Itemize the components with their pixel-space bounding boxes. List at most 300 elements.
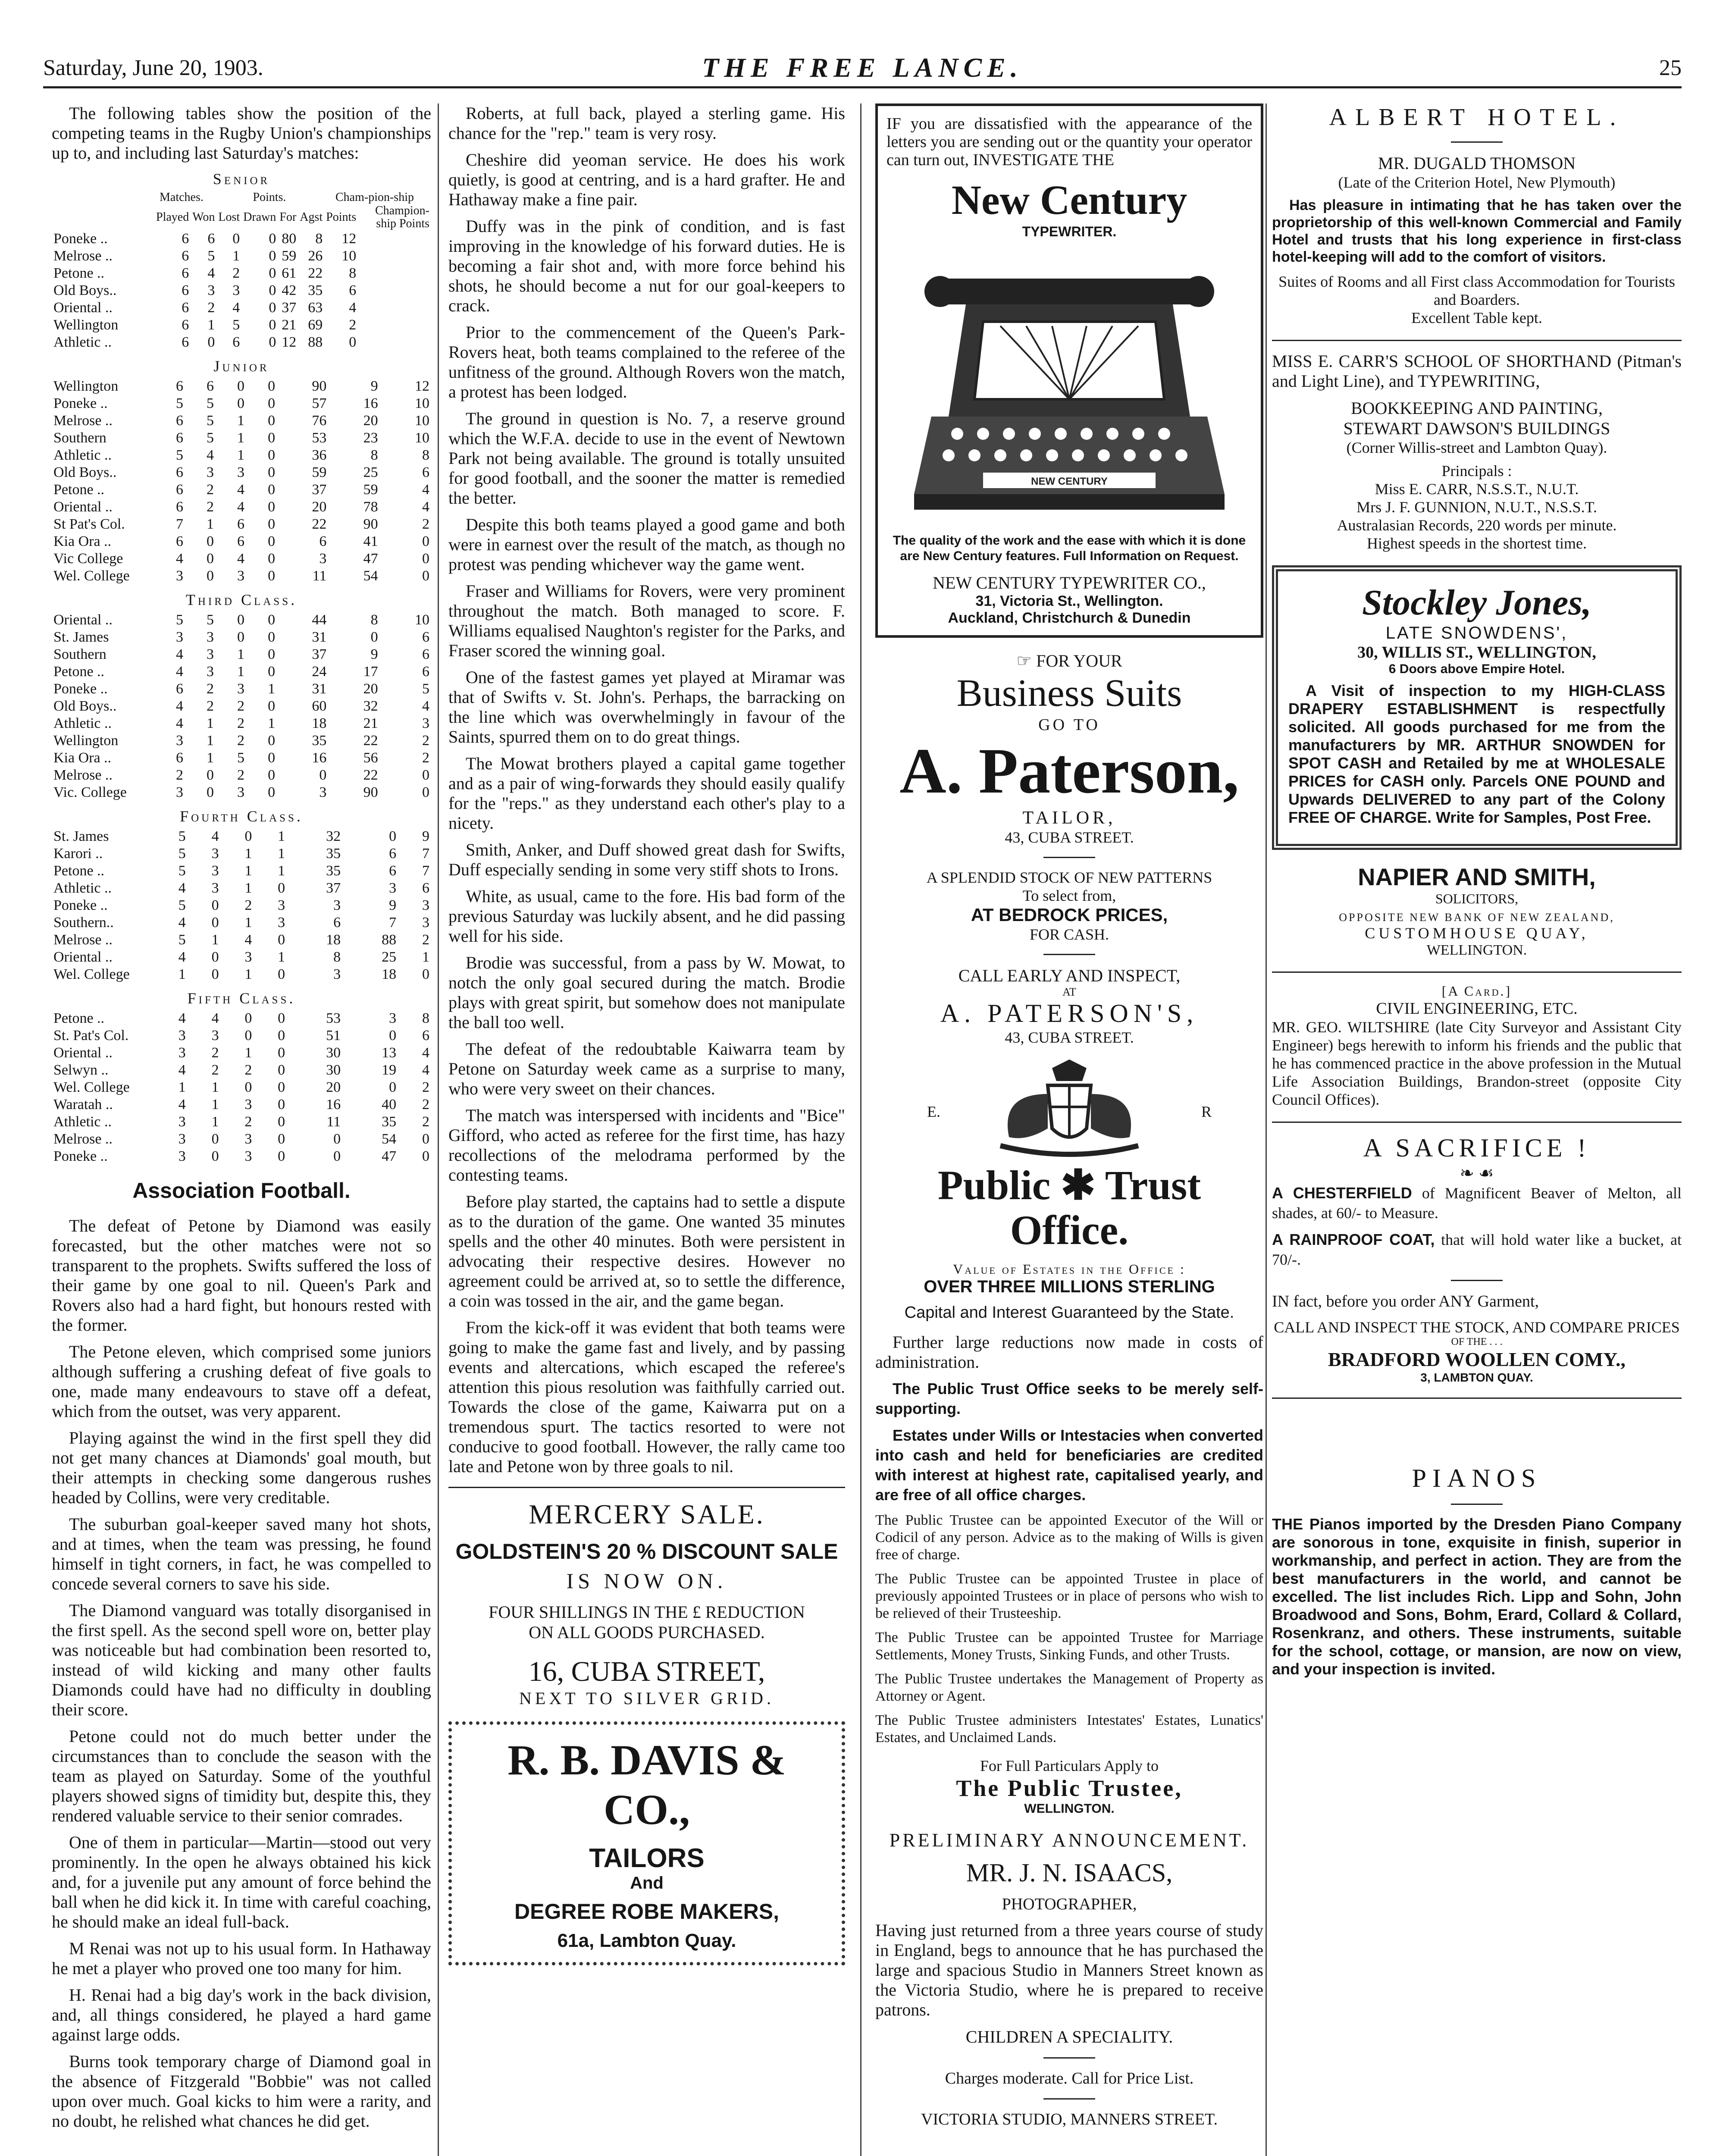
table-cell: 1 bbox=[237, 413, 245, 429]
davis-robe: DEGREE ROBE MAKERS, bbox=[514, 1899, 779, 1924]
table-row bbox=[52, 629, 431, 646]
mercery-line3: FOUR SHILLINGS IN THE £ REDUCTION bbox=[489, 1602, 805, 1622]
table-cell: 0 bbox=[269, 282, 276, 298]
table-cell: 0 bbox=[268, 464, 276, 480]
table-cell: 3 bbox=[237, 681, 245, 697]
typewriter-brand: New Century bbox=[951, 177, 1187, 223]
table-row bbox=[52, 429, 431, 447]
article-paragraph: White, as usual, came to the fore. His bad form of the previous Saturday was luckily absent, and he did passing well for his side. bbox=[448, 887, 845, 946]
team-name: Athletic .. bbox=[53, 447, 112, 463]
team-name: Melrose .. bbox=[53, 413, 113, 429]
table-cell: 0 bbox=[268, 750, 276, 766]
table-cell: 2 bbox=[244, 1062, 252, 1078]
table-cell: 2 bbox=[422, 1114, 429, 1130]
table-cell: 22 bbox=[363, 733, 378, 749]
table-cell: 35 bbox=[308, 282, 323, 298]
table-row bbox=[52, 828, 431, 845]
table-cell: 31 bbox=[312, 681, 327, 697]
table-cell: 6 bbox=[422, 880, 429, 896]
table-row bbox=[52, 395, 431, 412]
paterson-name: A. Paterson, bbox=[899, 735, 1239, 807]
napier-role: SOLICITORS, bbox=[1435, 891, 1519, 906]
table-cell: 6 bbox=[237, 533, 245, 549]
table-cell: 3 bbox=[244, 1131, 252, 1147]
table-cell: 59 bbox=[363, 482, 378, 498]
table-cell: 2 bbox=[211, 1045, 219, 1061]
table-cell: 2 bbox=[207, 499, 214, 515]
table-cell: 37 bbox=[282, 300, 297, 316]
table-cell: 5 bbox=[178, 846, 186, 862]
table-row bbox=[52, 862, 431, 880]
wiltshire-card: [A Card.] bbox=[1441, 983, 1512, 999]
table-cell: 0 bbox=[389, 1028, 397, 1044]
divider bbox=[1043, 2098, 1095, 2100]
table-row bbox=[52, 464, 431, 481]
team-name: Vic. College bbox=[53, 784, 127, 800]
table-cell: 24 bbox=[312, 664, 327, 680]
table-cell: 0 bbox=[422, 533, 429, 549]
team-name: Poneke .. bbox=[53, 1148, 108, 1164]
table-cell: 6 bbox=[176, 464, 184, 480]
table-row bbox=[52, 897, 431, 914]
table-cell: 5 bbox=[176, 395, 184, 411]
table-cell: 4 bbox=[349, 300, 357, 316]
table-cell: 0 bbox=[268, 533, 276, 549]
table-cell: 88 bbox=[382, 932, 397, 948]
table-row bbox=[52, 767, 431, 784]
pianos-ad bbox=[1272, 1463, 1682, 1678]
table-cell: 2 bbox=[422, 1079, 429, 1095]
table-cell: 1 bbox=[207, 715, 214, 731]
table-cell: 35 bbox=[326, 863, 341, 879]
column-3 bbox=[875, 103, 1263, 2129]
article-paragraph: The defeat of the redoubtable Kaiwarra team by Petone on Saturday week came as a surprise to many, who were very sweet on their chances. bbox=[448, 1039, 845, 1098]
table-cell: 6 bbox=[207, 378, 214, 394]
team-name: Southern bbox=[53, 430, 107, 446]
table-cell: 16 bbox=[326, 1097, 341, 1112]
table-cell: 3 bbox=[232, 282, 240, 298]
paterson-trade: TAILOR, bbox=[1022, 808, 1116, 828]
table-row bbox=[52, 931, 431, 949]
table-cell: 90 bbox=[363, 784, 378, 800]
table-row bbox=[52, 1062, 431, 1079]
table-cell: 6 bbox=[176, 750, 184, 766]
table-cell: 0 bbox=[207, 551, 214, 567]
table-cell: 54 bbox=[363, 568, 378, 584]
table-row bbox=[52, 1010, 431, 1027]
napier-opp: OPPOSITE NEW BANK OF NEW ZEALAND, bbox=[1339, 911, 1615, 924]
isaacs-body: Having just returned from a three years course of study in England, begs to announce that he has purchased the large and spacious Studio in Manners Street known as the Victoria Studio, where he is prepared to receive patrons. bbox=[875, 1921, 1263, 2019]
table-cell: 6 bbox=[176, 499, 184, 515]
table-cell: 9 bbox=[422, 828, 429, 844]
table-cell: 2 bbox=[422, 516, 429, 532]
paterson-select: To select from, bbox=[1022, 887, 1116, 904]
table-cell: 0 bbox=[207, 767, 214, 783]
divider bbox=[1043, 857, 1095, 858]
table-cell: 0 bbox=[211, 949, 219, 965]
table-group-header: Points. bbox=[253, 191, 286, 204]
table-cell: 0 bbox=[268, 733, 276, 749]
grade-heading: Third Class. bbox=[185, 591, 298, 608]
table-cell: 6 bbox=[422, 646, 429, 662]
table-cell: 8 bbox=[349, 265, 357, 281]
table-cell: 0 bbox=[211, 1131, 219, 1147]
article-paragraph: One of them in particular—Martin—stood out very prominently. In the open he always obtained his kick and, for a juvenile put any amount of force behind the ball when he did kick it. In time with careful coaching, he should make an ideal full-back. bbox=[52, 1833, 431, 1931]
trust-millions: OVER THREE MILLIONS STERLING bbox=[924, 1277, 1215, 1296]
table-cell: 1 bbox=[211, 1114, 219, 1130]
table-cell: 9 bbox=[370, 646, 378, 662]
table-cell: 6 bbox=[422, 664, 429, 680]
table-cell: 10 bbox=[415, 430, 429, 446]
table-cell: 16 bbox=[363, 395, 378, 411]
table-cell: 4 bbox=[232, 300, 240, 316]
table-cell: 6 bbox=[176, 430, 184, 446]
article-paragraph: Playing against the wind in the first spell they did not get many chances at Diamonds' goal mouth, but their attempts in checking some dangerous rushes headed by Collins, were very creditable. bbox=[52, 1428, 431, 1507]
table-cell: 31 bbox=[312, 629, 327, 645]
table-cell: 69 bbox=[308, 317, 323, 333]
table-cell: 7 bbox=[422, 863, 429, 879]
table-cell: 1 bbox=[278, 846, 285, 862]
sacrifice-call: CALL AND INSPECT THE STOCK, AND COMPARE PRICES bbox=[1274, 1319, 1680, 1336]
trust-city: WELLINGTON. bbox=[1024, 1802, 1115, 1816]
team-name: Melrose .. bbox=[53, 932, 113, 948]
table-cell: 0 bbox=[370, 629, 378, 645]
team-name: Petone .. bbox=[53, 265, 105, 281]
table-cell: 18 bbox=[326, 932, 341, 948]
table-cell: 4 bbox=[244, 932, 252, 948]
table-cell: 3 bbox=[176, 629, 184, 645]
table-cell: 37 bbox=[326, 880, 341, 896]
isaacs-pre: PRELIMINARY ANNOUNCEMENT. bbox=[889, 1830, 1250, 1851]
table-cell: 3 bbox=[178, 1131, 186, 1147]
table-row bbox=[52, 248, 431, 265]
table-cell: 1 bbox=[244, 966, 252, 982]
sacrifice-ad bbox=[1272, 1133, 1682, 1385]
team-name: Old Boys.. bbox=[53, 282, 117, 298]
table-cell: 6 bbox=[182, 231, 189, 247]
table-cell: 0 bbox=[211, 966, 219, 982]
napier-quay: CUSTOMHOUSE QUAY, bbox=[1365, 924, 1589, 942]
isaacs-children: CHILDREN A SPECIALITY. bbox=[965, 2027, 1173, 2046]
table-cell: 1 bbox=[278, 828, 285, 844]
table-cell: 37 bbox=[312, 646, 327, 662]
rugby-intro: The following tables show the position of the competing teams in the Rugby Union's championships up to, and including last Saturday's matches: bbox=[52, 103, 431, 163]
trust-crest-row bbox=[875, 1059, 1263, 1163]
napier-city: WELLINGTON. bbox=[1426, 942, 1527, 958]
table-cell: 78 bbox=[363, 499, 378, 515]
table-cell: 2 bbox=[422, 932, 429, 948]
article-paragraph: The suburban goal-keeper saved many hot shots, and at times, when the team was pressing, he found himself in tight corners, in fact, he was compelled to concede several corners to save his side. bbox=[52, 1514, 431, 1593]
table-row bbox=[52, 715, 431, 732]
table-cell: 0 bbox=[278, 1131, 285, 1147]
table-cell: 40 bbox=[382, 1097, 397, 1112]
table-cell: 21 bbox=[363, 715, 378, 731]
table-cell: 1 bbox=[178, 1079, 186, 1095]
table-cell: 0 bbox=[268, 664, 276, 680]
table-row bbox=[52, 299, 431, 317]
table-cell: 0 bbox=[207, 784, 214, 800]
team-name: St. James bbox=[53, 828, 109, 844]
paterson-suits: Business Suits bbox=[956, 672, 1182, 714]
table-cell: 5 bbox=[207, 248, 215, 264]
napier-name: NAPIER AND SMITH, bbox=[1358, 863, 1596, 890]
table-cell: 4 bbox=[422, 1062, 429, 1078]
team-name: Oriental .. bbox=[53, 1045, 113, 1061]
league-tables bbox=[52, 170, 431, 1165]
table-cell: 1 bbox=[278, 949, 285, 965]
table-cell: 3 bbox=[333, 897, 341, 913]
paterson-call: CALL EARLY AND INSPECT, bbox=[958, 966, 1181, 985]
pianos-title: PIANOS bbox=[1412, 1464, 1542, 1492]
team-name: Poneke .. bbox=[53, 897, 108, 913]
table-row bbox=[52, 698, 431, 715]
table-cell: 0 bbox=[244, 1010, 252, 1026]
divider bbox=[1272, 1398, 1682, 1399]
albert-hotel-ad bbox=[1272, 103, 1682, 327]
article-paragraph: H. Renai had a big day's work in the back division, and, all things considered, he played a hard game against large odds. bbox=[52, 1985, 431, 2044]
table-cell: 0 bbox=[269, 248, 276, 264]
table-cell: 0 bbox=[268, 784, 276, 800]
table-row bbox=[52, 317, 431, 334]
table-cell: 3 bbox=[207, 664, 214, 680]
table-cell: 3 bbox=[178, 1028, 186, 1044]
table-cell: 4 bbox=[237, 482, 245, 498]
table-cell: 0 bbox=[207, 568, 214, 584]
table-cell: 6 bbox=[422, 1028, 429, 1044]
isaacs-ad bbox=[875, 1829, 1263, 2129]
wiltshire-body: MR. GEO. WILTSHIRE (late City Surveyor and Assistant City Engineer) begs herewith to inform his friends and the public that he has commenced practice in the above profession in the Mutual Life Association Buildings, Brandon-street (opposite City Council Offices). bbox=[1272, 1018, 1682, 1108]
table-row bbox=[52, 880, 431, 897]
table-cell: 3 bbox=[207, 629, 214, 645]
isaacs-charges: Charges moderate. Call for Price List. bbox=[945, 2069, 1194, 2087]
table-cell: 6 bbox=[207, 231, 215, 247]
table-cell: 42 bbox=[282, 282, 297, 298]
table-cell: 6 bbox=[182, 265, 189, 281]
table-cell: 0 bbox=[278, 1079, 285, 1095]
table-cell: 3 bbox=[211, 1028, 219, 1044]
team-name: Melrose .. bbox=[53, 248, 113, 264]
table-cell: 0 bbox=[211, 897, 219, 913]
table-cell: 6 bbox=[237, 516, 245, 532]
table-row bbox=[52, 447, 431, 464]
table-cell: 0 bbox=[278, 1062, 285, 1078]
table-row bbox=[52, 611, 431, 629]
table-cell: 2 bbox=[422, 1097, 429, 1112]
typewriter-intro: IF you are dissatisfied with the appearance of the letters you are sending out or the quantity your operator can turn out, INVESTIGATE THE bbox=[886, 115, 1252, 169]
league-table bbox=[52, 204, 431, 351]
table-cell: 4 bbox=[178, 1062, 186, 1078]
albert-title: ALBERT HOTEL. bbox=[1329, 104, 1625, 131]
column-2 bbox=[448, 103, 845, 1965]
table-cell: 0 bbox=[237, 395, 245, 411]
table-cell: 10 bbox=[415, 395, 429, 411]
paterson-stock: A SPLENDID STOCK OF NEW PATTERNS bbox=[926, 869, 1212, 886]
team-name: Petone .. bbox=[53, 1010, 105, 1026]
table-row bbox=[52, 412, 431, 429]
column-4 bbox=[1272, 103, 1682, 1685]
table-cell: 0 bbox=[268, 646, 276, 662]
carr-records: Australasian Records, 220 words per minute. bbox=[1337, 517, 1617, 534]
table-cell: 6 bbox=[182, 334, 189, 350]
table-cell: 2 bbox=[237, 767, 245, 783]
team-name: Melrose .. bbox=[53, 1131, 113, 1147]
table-cell: 0 bbox=[278, 1010, 285, 1026]
team-name: Karori .. bbox=[53, 846, 103, 862]
table-cell: 2 bbox=[244, 1114, 252, 1130]
mercery-title: MERCERY SALE. bbox=[529, 1499, 765, 1529]
typewriter-quality: The quality of the work and the ease with which it is done are New Century features. Full Information on Request. bbox=[893, 533, 1246, 563]
albert-table: Excellent Table kept. bbox=[1411, 309, 1542, 326]
trust-title: Public ✱ Trust Office. bbox=[937, 1162, 1201, 1253]
trust-value: Value of Estates in the Office : bbox=[953, 1261, 1186, 1277]
table-cell: 0 bbox=[422, 1131, 429, 1147]
table-cell: 1 bbox=[244, 880, 252, 896]
table-cell: 3 bbox=[207, 646, 214, 662]
table-cell: 6 bbox=[176, 533, 184, 549]
divider bbox=[1451, 1280, 1503, 1281]
table-cell: 2 bbox=[422, 733, 429, 749]
table-header-cell: Champion-ship Points bbox=[375, 204, 429, 230]
table-cell: 0 bbox=[278, 1148, 285, 1164]
table-cell: 1 bbox=[268, 681, 276, 697]
table-cell: 0 bbox=[278, 1045, 285, 1061]
isaacs-role: PHOTOGRAPHER, bbox=[1002, 1895, 1137, 1913]
table-cell: 3 bbox=[237, 464, 245, 480]
table-cell: 5 bbox=[178, 828, 186, 844]
article-paragraph: The defeat of Petone by Diamond was easily forecasted, but the other matches were not so transparent to the prophets. Swifts suffered the loss of their game by one goal to nil. Queen's Park and Rovers also had a hard fight, but honours rested with the former. bbox=[52, 1216, 431, 1335]
table-row bbox=[52, 1079, 431, 1096]
team-name: Athletic .. bbox=[53, 880, 112, 896]
table-cell: 12 bbox=[415, 378, 429, 394]
table-cell: 6 bbox=[422, 629, 429, 645]
table-row bbox=[52, 1044, 431, 1062]
table-cell: 2 bbox=[207, 482, 214, 498]
table-cell: 47 bbox=[382, 1148, 397, 1164]
table-cell: 1 bbox=[244, 863, 252, 879]
table-cell: 3 bbox=[176, 784, 184, 800]
table-header-cell: Points bbox=[326, 210, 357, 224]
page-number: 25 bbox=[1659, 56, 1682, 80]
table-cell: 3 bbox=[176, 733, 184, 749]
crest-r: R bbox=[1201, 1103, 1212, 1120]
team-name: Southern bbox=[53, 646, 107, 662]
article-paragraph: Roberts, at full back, played a sterling game. His chance for the "rep." team is very rosy. bbox=[448, 103, 845, 143]
table-cell: 6 bbox=[182, 282, 189, 298]
table-cell: 0 bbox=[268, 499, 276, 515]
davis-and: And bbox=[630, 1874, 664, 1893]
grade-heading: Fourth Class. bbox=[180, 808, 303, 825]
table-cell: 4 bbox=[237, 551, 245, 567]
table-cell: 22 bbox=[312, 516, 327, 532]
table-header-cell: Won bbox=[192, 210, 215, 224]
trust-item: The Public Trustee can be appointed Executor of the Will or Codicil of any person. Advice as to the making of Wills is given free of charge. bbox=[875, 1512, 1263, 1563]
mercery-ad bbox=[448, 1498, 845, 1708]
table-cell: 4 bbox=[176, 715, 184, 731]
article-paragraph: Smith, Anker, and Duff showed great dash for Swifts, Duff especially sending in some very stiff shots to Irons. bbox=[448, 840, 845, 879]
table-cell: 6 bbox=[319, 533, 327, 549]
table-cell: 4 bbox=[178, 1010, 186, 1026]
table-cell: 35 bbox=[312, 733, 327, 749]
table-cell: 3 bbox=[211, 846, 219, 862]
typewriter-illustration bbox=[905, 244, 1233, 529]
table-cell: 35 bbox=[326, 846, 341, 862]
table-cell: 0 bbox=[237, 378, 245, 394]
table-cell: 0 bbox=[268, 767, 276, 783]
team-name: Wel. College bbox=[53, 568, 130, 584]
article-paragraph: Fraser and Williams for Rovers, were very prominent throughout the match. Both managed to score. F. Williams equalised Naughton's register for the Parks, and Fraser scored the winning goal. bbox=[448, 581, 845, 660]
team-name: Oriental .. bbox=[53, 499, 113, 515]
table-cell: 1 bbox=[422, 949, 429, 965]
table-cell: 76 bbox=[312, 413, 327, 429]
paterson-cash: FOR CASH. bbox=[1029, 926, 1109, 943]
albert-late: (Late of the Criterion Hotel, New Plymouth) bbox=[1338, 174, 1616, 191]
team-name: Old Boys.. bbox=[53, 698, 117, 714]
table-cell: 2 bbox=[237, 733, 245, 749]
table-cell: 4 bbox=[178, 949, 186, 965]
table-cell: 10 bbox=[415, 612, 429, 628]
team-name: Selwyn .. bbox=[53, 1062, 109, 1078]
article-paragraph: Prior to the commencement of the Queen's Park-Rovers heat, both teams complained to the referee of the unfitness of the ground. Although Rovers won the match, a protest has been lodged. bbox=[448, 323, 845, 401]
paterson-for: ☞ FOR YOUR bbox=[1016, 651, 1122, 671]
table-row bbox=[52, 680, 431, 698]
assoc-article bbox=[52, 1216, 431, 2131]
table-cell: 3 bbox=[389, 1010, 397, 1026]
team-name: Wellington bbox=[53, 317, 119, 333]
table-cell: 1 bbox=[232, 248, 240, 264]
table-cell: 6 bbox=[389, 846, 397, 862]
table-cell: 3 bbox=[207, 282, 215, 298]
davis-name: R. B. DAVIS & CO., bbox=[507, 1736, 786, 1833]
table-cell: 0 bbox=[268, 568, 276, 584]
table-cell: 4 bbox=[178, 915, 186, 931]
pointing-hand-icon: ☞ bbox=[1016, 651, 1037, 671]
page-header bbox=[43, 52, 1682, 86]
table-cell: 53 bbox=[312, 430, 327, 446]
table-cell: 0 bbox=[268, 551, 276, 567]
paterson-goto: GO TO bbox=[1038, 716, 1100, 734]
trust-items bbox=[875, 1512, 1263, 1746]
table-cell: 20 bbox=[363, 681, 378, 697]
table-cell: 6 bbox=[232, 334, 240, 350]
table-cell: 2 bbox=[422, 750, 429, 766]
table-row bbox=[52, 481, 431, 498]
carr-school-ad bbox=[1272, 351, 1682, 552]
team-name: Waratah .. bbox=[53, 1097, 113, 1112]
pianos-body: THE Pianos imported by the Dresden Piano Company are sonorous in tone, exquisite in finish, superior in workmanship, and perfect in action. They are from the best manufacturers in the world, and cannot be excelled. The list includes Rich. Lipp and Sohn, John Broadwood and Sons, Bohm, Erard, Collard & Collard, Rosenkranz, and others. These instruments, suitable for the school, cottage, or mansion, are now on view, and your inspection is invited. bbox=[1272, 1515, 1682, 1678]
table-cell: 8 bbox=[315, 231, 323, 247]
table-cell: 0 bbox=[422, 551, 429, 567]
masthead: THE FREE LANCE. bbox=[702, 52, 1023, 83]
table-cell: 59 bbox=[312, 464, 327, 480]
column-divider bbox=[1266, 103, 1267, 2156]
table-cell: 3 bbox=[211, 880, 219, 896]
mercery-line1: GOLDSTEIN'S 20 % DISCOUNT SALE bbox=[455, 1539, 838, 1564]
table-row bbox=[52, 663, 431, 680]
trust-item: The Public Trustee can be appointed Trustee in place of previously appointed Trustees or in place of persons who wish to be relieved of their Trusteeship. bbox=[875, 1571, 1263, 1621]
table-cell: 0 bbox=[333, 1131, 341, 1147]
table-cell: 0 bbox=[244, 1028, 252, 1044]
table-cell: 30 bbox=[326, 1062, 341, 1078]
table-cell: 3 bbox=[178, 1148, 186, 1164]
team-name: Oriental .. bbox=[53, 612, 113, 628]
table-cell: 0 bbox=[232, 231, 240, 247]
typewriter-cities: Auckland, Christchurch & Dunedin bbox=[948, 610, 1191, 626]
team-name: Kia Ora .. bbox=[53, 533, 112, 549]
trust-p1: Further large reductions now made in costs of administration. bbox=[875, 1332, 1263, 1372]
table-cell: 18 bbox=[312, 715, 327, 731]
table-cell: 6 bbox=[349, 282, 357, 298]
table-row bbox=[52, 914, 431, 931]
